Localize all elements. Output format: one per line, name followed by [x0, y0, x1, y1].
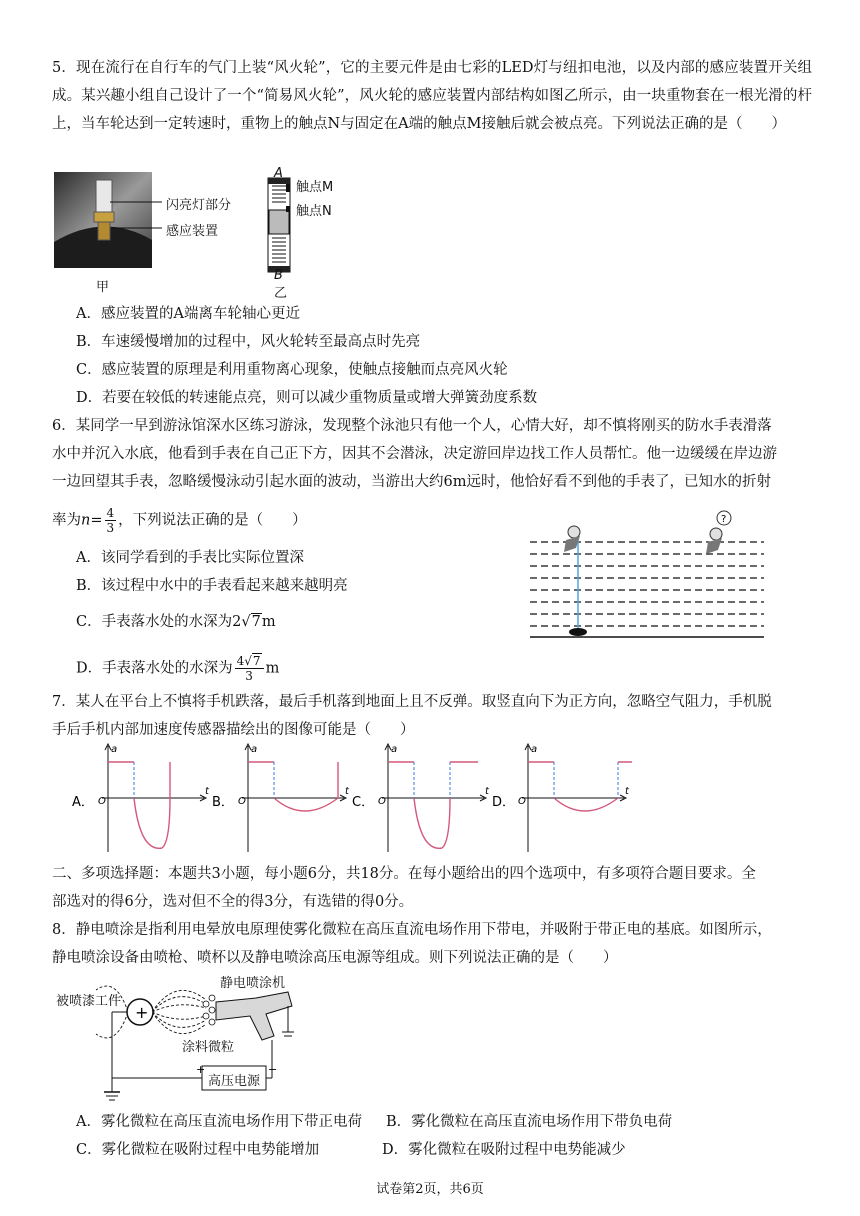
q8-option-d: D．雾化微粒在吸附过程中电势能减少 — [382, 1142, 626, 1158]
graph-label: C． — [352, 795, 375, 810]
impact-curve — [414, 798, 450, 848]
q6-pool-figure — [520, 500, 770, 645]
opt-d-unit: m — [265, 660, 280, 677]
graph-0 — [72, 744, 210, 852]
watch-icon — [569, 628, 587, 636]
axis-label-t: t — [485, 786, 489, 797]
q6-option-b: B．该过程中水中的手表看起来越来越明亮 — [76, 578, 348, 594]
q6-stem-suffix: ，下列说法正确的是（ ） — [118, 512, 307, 529]
graph-1 — [212, 744, 350, 852]
origin-label: O — [98, 796, 106, 807]
graph-label: A． — [72, 795, 94, 810]
opt-d-num: 4√7 — [235, 654, 264, 669]
axis-label-a: a — [111, 744, 118, 755]
power-plus-sign: + — [196, 1063, 206, 1076]
impact-curve — [274, 798, 338, 811]
axis-label-a: a — [251, 744, 258, 755]
q5-option-c: C．感应装置的原理是利用重物离心现象，使触点接触而点亮风火轮 — [76, 362, 508, 378]
opt-d-text: D．手表落水处的水深为 — [76, 660, 233, 677]
q5-stem: 5．现在流行在自行车的气门上装“风火轮”，它的主要元件是由七彩的LED灯与纽扣电池，以及内部的感应装置开关组成。某兴趣小组自己设计了一个“简易风火轮”，风火轮的感应装置内部结构如图乙所示，由一块重物套在一根光滑的杆上，当车轮达到一定转速时，重物上的触点N与固定在A端的触点M接触后就会被点亮。下列说法正确的是（ ） — [52, 60, 812, 132]
opt-c-unit: m — [261, 614, 276, 630]
label-flash-part: 闪亮灯部分 — [166, 198, 232, 213]
bicycle-valve-photo — [54, 172, 254, 292]
q6-option-c: C．手表落水处的水深为2√7m — [76, 614, 276, 630]
label-contact-m: 触点M — [296, 180, 334, 195]
refractive-index-fraction — [105, 506, 117, 535]
q7-graphs — [72, 740, 632, 858]
q6-stem-line-4 — [52, 506, 307, 535]
question-mark-text: ? — [721, 514, 727, 525]
n-symbol: n — [81, 512, 91, 529]
q5-option-b: B．车速缓慢增加的过程中，风火轮转至最高点时先亮 — [76, 334, 421, 350]
label-sensor: 感应装置 — [166, 224, 219, 239]
origin-label: O — [378, 796, 386, 807]
q6-stem-line-1: 6．某同学一早到游泳馆深水区练习游泳，发现整个泳池只有他一个人，心情大好，却不慎将刚买的防水手表滑落 — [52, 418, 772, 434]
q7-stem-line-2: 手后手机内部加速度传感器描绘出的图像可能是（ ） — [52, 722, 415, 738]
graph-3 — [492, 744, 632, 852]
label-power: 高压电源 — [208, 1074, 261, 1089]
opt-c-radicand: 7 — [251, 614, 261, 630]
impact-curve — [134, 798, 170, 848]
q7-stem-line-1: 7．某人在平台上不慎将手机跌落，最后手机落到地面上且不反弹。取竖直向下为正方向，忽略空气阻力，手机脱 — [52, 694, 772, 710]
impact-curve — [554, 798, 618, 811]
q8-option-b: B．雾化微粒在高压直流电场作用下带负电荷 — [386, 1114, 673, 1130]
label-paint-particles: 涂料微粒 — [182, 1040, 235, 1055]
axis-label-t: t — [345, 786, 349, 797]
eq-sign: = — [90, 512, 103, 529]
q8-stem-line-1: 8．静电喷涂是指利用电晕放电原理使雾化微粒在高压直流电场作用下带电，并吸附于带正电的基底。如图所示， — [52, 922, 772, 938]
q5-figure-yi — [262, 166, 372, 301]
q5-option-d: D．若要在较低的转速能点亮，则可以减少重物质量或增大弹簧劲度系数 — [76, 390, 538, 406]
label-workpiece: 被喷漆工件 — [56, 994, 122, 1009]
q5-option-a: A．感应装置的A端离车轮轴心更近 — [76, 306, 300, 322]
pool-diagram — [520, 500, 770, 645]
origin-label: O — [518, 796, 526, 807]
power-minus-sign: − — [268, 1063, 278, 1076]
spray-gun-icon — [216, 992, 292, 1040]
caption-yi: 乙 — [274, 286, 288, 301]
label-a: A — [274, 166, 283, 181]
graph-label: D． — [492, 795, 516, 810]
graph-label: B． — [212, 795, 234, 810]
q8-option-a: A．雾化微粒在高压直流电场作用下带正电荷 — [76, 1114, 362, 1130]
swimmer-right-icon — [706, 511, 731, 554]
axis-label-a: a — [391, 744, 398, 755]
q6-stem-line-2: 水中并沉入水底，他看到手表在自己正下方，因其不会潜泳，决定游回岸边找工作人员帮忙。他一边缓缓在岸边游 — [52, 446, 777, 462]
page-footer: 试卷第2页，共6页 — [376, 1182, 484, 1197]
opt-c-coef: 2 — [232, 614, 242, 630]
q8-option-c: C．雾化微粒在吸附过程中电势能增加 — [76, 1142, 320, 1158]
axis-label-a: a — [531, 744, 538, 755]
label-contact-n: 触点N — [296, 204, 332, 219]
opt-c-text: C．手表落水处的水深为 — [76, 614, 233, 630]
q6-option-a: A．该同学看到的手表比实际位置深 — [76, 550, 304, 566]
section2-line-1: 二、多项选择题：本题共3小题，每小题6分，共18分。在每小题给出的四个选项中，有多项符合题目要求。全 — [52, 866, 756, 882]
opt-d-fraction — [235, 654, 264, 683]
frac-num: 4 — [106, 506, 115, 520]
q5-figure-jia — [54, 172, 254, 295]
opt-d-den: 3 — [245, 669, 253, 683]
q8-stem-line-2: 静电喷涂设备由喷枪、喷杯以及静电喷涂高压电源等组成。则下列说法正确的是（ ） — [52, 950, 618, 966]
section2-line-2: 部选对的得6分，选对但不全的得3分，有选错的得0分。 — [52, 894, 414, 910]
graph-2 — [352, 744, 490, 852]
label-b: B — [274, 268, 283, 283]
q6-stem-line-3: 一边回望其手表，忽略缓慢泳动引起水面的波动，当游出大约6m远时，他恰好看不到他的手表了，已知水的折射 — [52, 474, 771, 490]
q6-stem-prefix: 率为 — [52, 512, 81, 529]
origin-label: O — [238, 796, 246, 807]
frac-den: 3 — [106, 521, 115, 535]
caption-jia: 甲 — [96, 280, 110, 295]
q8-spray-figure — [56, 970, 316, 1105]
axis-label-t: t — [205, 786, 209, 797]
acceleration-graphs — [72, 740, 632, 858]
label-spray-machine: 静电喷涂机 — [220, 976, 286, 991]
opt-d-coef: 4 — [236, 654, 245, 668]
plus-sign: + — [135, 1003, 149, 1022]
q6-option-d — [76, 654, 279, 683]
axis-label-t: t — [625, 786, 629, 797]
opt-d-radicand: 7 — [252, 654, 261, 668]
